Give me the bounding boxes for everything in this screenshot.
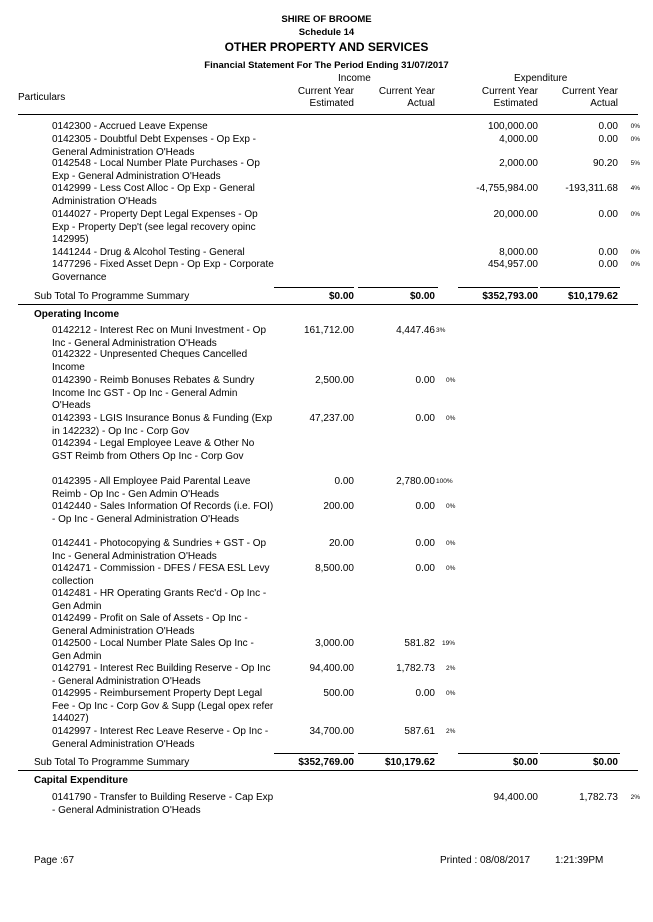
subtotal-inc-act: $0.00: [409, 291, 435, 302]
exp-estimated: 8,000.00: [499, 247, 538, 258]
subtotal-rule: [274, 753, 354, 754]
subtotal-rule: [458, 753, 538, 754]
exp-actual: 1,782.73: [579, 792, 618, 803]
exp-percent: 0%: [630, 261, 640, 268]
exp-estimated: -4,755,984.00: [476, 183, 538, 194]
exp-estimated: 100,000.00: [487, 121, 538, 132]
subtotal-inc-est: $0.00: [328, 291, 354, 302]
row-description: 0144027 - Property Dept Legal Expenses - Op Exp - Property Dep't (see legal recovery opinc 142995): [52, 209, 258, 245]
exp-estimated: 4,000.00: [499, 134, 538, 145]
inc-percent: 2%: [446, 728, 456, 735]
inc-actual: 0.00: [415, 538, 435, 549]
row-description: 0142305 - Doubtful Debt Expenses - Op Exp - General Administration O'Heads: [52, 134, 257, 158]
exp-est-header-1: Current Year: [481, 86, 538, 97]
inc-actual: 2,780.00: [396, 476, 435, 487]
inc-actual: 0.00: [415, 501, 435, 512]
row-description: 0142300 - Accrued Leave Expense: [52, 121, 208, 132]
row-description: 0142393 - LGIS Insurance Bonus & Funding (Exp in 142232) - Op Inc - Corp Gov: [52, 413, 273, 437]
inc-percent: 0%: [446, 690, 456, 697]
exp-actual: 0.00: [598, 247, 618, 258]
inc-actual: 587.61: [404, 726, 435, 737]
inc-estimated: 161,712.00: [303, 325, 354, 336]
expenditure-header: Expenditure: [514, 73, 568, 84]
row-description: 0142995 - Reimbursement Property Dept Legal Fee - Op Inc - Corp Gov & Supp (Legal opex refer 144027): [52, 688, 274, 724]
inc-percent: 0%: [446, 565, 456, 572]
inc-percent: 0%: [446, 415, 456, 422]
exp-percent: 0%: [630, 123, 640, 130]
exp-actual: 0.00: [598, 134, 618, 145]
subtotal-rule: [358, 753, 438, 754]
inc-actual: 4,447.46: [396, 325, 435, 336]
exp-act-header-2: Actual: [590, 98, 618, 109]
exp-percent: 0%: [630, 136, 640, 143]
subtotal-label: Sub Total To Programme Summary: [34, 757, 190, 768]
row-description: 0142997 - Interest Rec Leave Reserve - Op Inc - General Administration O'Heads: [52, 726, 269, 750]
row-description: 0142395 - All Employee Paid Parental Leave Reimb - Op Inc - Gen Admin O'Heads: [52, 476, 251, 500]
inc-estimated: 20.00: [328, 538, 354, 549]
subtotal-rule: [540, 287, 620, 288]
inc-actual: 1,782.73: [396, 663, 435, 674]
subtotal-rule: [358, 287, 438, 288]
section-heading: Capital Expenditure: [34, 775, 128, 786]
inc-estimated: 0.00: [334, 476, 354, 487]
subtotal-exp-act: $10,179.62: [567, 291, 618, 302]
exp-actual: 90.20: [592, 158, 618, 169]
inc-percent: 2%: [446, 665, 456, 672]
inc-estimated: 3,000.00: [315, 638, 354, 649]
exp-estimated: 454,957.00: [487, 259, 538, 270]
exp-actual: 0.00: [598, 259, 618, 270]
row-description: 0142481 - HR Operating Grants Rec'd - Op Inc - Gen Admin: [52, 588, 267, 612]
header-divider: [18, 114, 638, 115]
subtotal-label: Sub Total To Programme Summary: [34, 291, 190, 302]
exp-actual: 0.00: [598, 209, 618, 220]
subtotal-exp-est: $352,793.00: [482, 291, 538, 302]
exp-actual: 0.00: [598, 121, 618, 132]
org-name: SHIRE OF BROOME: [281, 14, 372, 25]
inc-estimated: 500.00: [323, 688, 354, 699]
inc-actual: 0.00: [415, 413, 435, 424]
inc-actual: 0.00: [415, 688, 435, 699]
schedule-label: Schedule 14: [298, 27, 355, 38]
row-description: 0142394 - Legal Employee Leave & Other No GST Reimb from Others Op Inc - Corp Gov: [52, 438, 255, 462]
inc-act-header-1: Current Year: [378, 86, 435, 97]
page-number: Page :67: [34, 855, 75, 866]
page-subtitle: Financial Statement For The Period Ending 31/07/2017: [204, 60, 449, 71]
row-description: 1441244 - Drug & Alcohol Testing - General: [52, 247, 245, 258]
inc-percent: 3%: [436, 327, 446, 334]
exp-percent: 0%: [630, 211, 640, 218]
subtotal-rule: [458, 287, 538, 288]
exp-estimated: 2,000.00: [499, 158, 538, 169]
exp-actual: -193,311.68: [565, 183, 618, 194]
row-description: 0142471 - Commission - DFES / FESA ESL Levy collection: [52, 563, 270, 587]
inc-percent: 100%: [436, 478, 453, 485]
printed-time: 1:21:39PM: [555, 855, 604, 866]
printed-date: Printed : 08/08/2017: [440, 855, 531, 866]
subtotal-inc-act: $10,179.62: [384, 757, 435, 768]
section-heading: Operating Income: [34, 309, 120, 320]
row-description: 1477296 - Fixed Asset Depn - Op Exp - Corporate Governance: [52, 259, 274, 283]
exp-estimated: 20,000.00: [493, 209, 538, 220]
exp-percent: 0%: [630, 249, 640, 256]
row-description: 0142548 - Local Number Plate Purchases - Op Exp - General Administration O'Heads: [52, 158, 260, 182]
subtotal-rule: [540, 753, 620, 754]
inc-actual: 0.00: [415, 563, 435, 574]
row-description: 0142500 - Local Number Plate Sales Op Inc - Gen Admin: [52, 638, 254, 662]
inc-estimated: 2,500.00: [315, 375, 354, 386]
inc-estimated: 200.00: [323, 501, 354, 512]
subtotal-rule: [274, 287, 354, 288]
inc-est-header-2: Estimated: [309, 98, 354, 109]
inc-estimated: 34,700.00: [309, 726, 354, 737]
subtotal-exp-act: $0.00: [592, 757, 618, 768]
inc-act-header-2: Actual: [407, 98, 435, 109]
subtotal-inc-est: $352,769.00: [298, 757, 354, 768]
exp-estimated: 94,400.00: [493, 792, 538, 803]
row-description: 0142440 - Sales Information Of Records (i.e. FOI) - Op Inc - General Administration O'Heads: [52, 501, 274, 525]
inc-est-header-1: Current Year: [297, 86, 354, 97]
exp-percent: 2%: [630, 794, 640, 801]
inc-estimated: 47,237.00: [309, 413, 354, 424]
row-description: 0142212 - Interest Rec on Muni Investment - Op Inc - General Administration O'Heads: [52, 325, 266, 349]
row-description: 0142999 - Less Cost Alloc - Op Exp - General Administration O'Heads: [52, 183, 255, 207]
section-divider: [18, 770, 638, 771]
particulars-header: Particulars: [18, 92, 66, 103]
page-title: OTHER PROPERTY AND SERVICES: [224, 40, 429, 54]
row-description: 0141790 - Transfer to Building Reserve - Cap Exp - General Administration O'Heads: [52, 792, 274, 816]
inc-percent: 0%: [446, 503, 456, 510]
exp-est-header-2: Estimated: [493, 98, 538, 109]
inc-percent: 0%: [446, 540, 456, 547]
inc-actual: 581.82: [404, 638, 435, 649]
row-description: 0142499 - Profit on Sale of Assets - Op Inc - General Administration O'Heads: [52, 613, 248, 637]
inc-percent: 0%: [446, 377, 456, 384]
inc-actual: 0.00: [415, 375, 435, 386]
exp-percent: 4%: [630, 185, 640, 192]
inc-estimated: 94,400.00: [309, 663, 354, 674]
inc-percent: 19%: [442, 640, 456, 647]
exp-percent: 5%: [630, 160, 640, 167]
row-description: 0142791 - Interest Rec Building Reserve - Op Inc - General Administration O'Heads: [52, 663, 271, 687]
inc-estimated: 8,500.00: [315, 563, 354, 574]
section-divider: [18, 304, 638, 305]
row-description: 0142441 - Photocopying & Sundries + GST - Op Inc - General Administration O'Heads: [52, 538, 267, 562]
exp-act-header-1: Current Year: [561, 86, 618, 97]
row-description: 0142390 - Reimb Bonuses Rebates & Sundry Income Inc GST - Op Inc - General Admin O'Heads: [52, 375, 255, 411]
row-description: 0142322 - Unpresented Cheques Cancelled Income: [52, 349, 248, 373]
income-header: Income: [338, 73, 371, 84]
subtotal-exp-est: $0.00: [512, 757, 538, 768]
